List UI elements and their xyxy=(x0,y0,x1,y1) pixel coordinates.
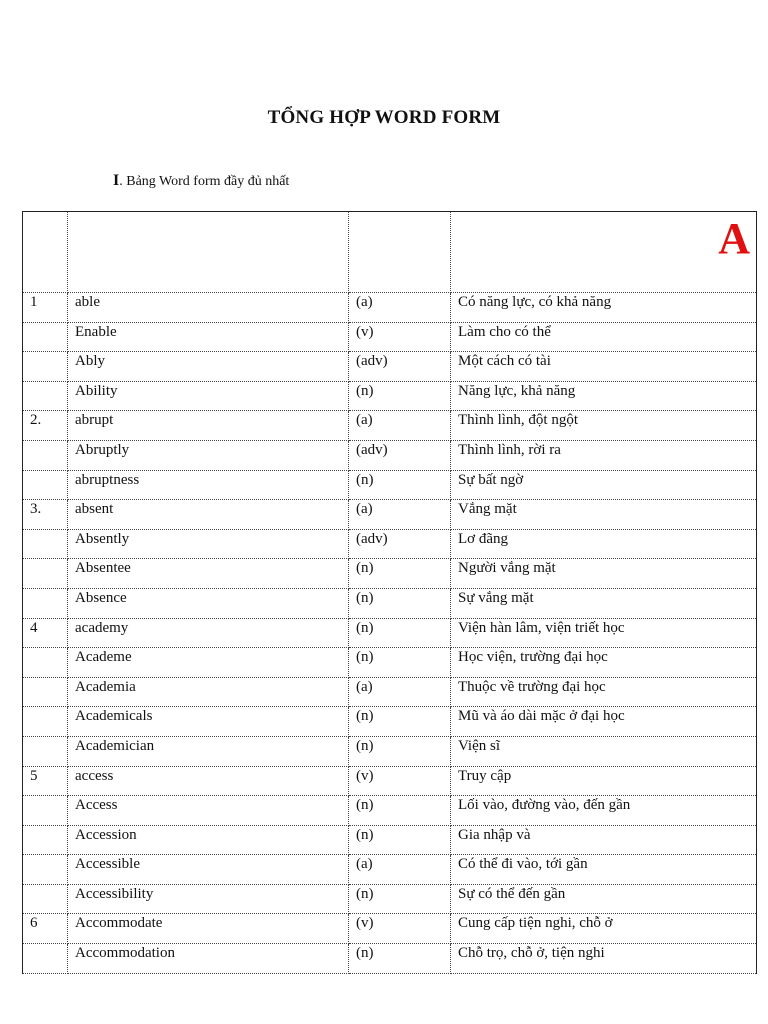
table-row xyxy=(23,559,757,589)
cell-word: Access xyxy=(68,796,349,826)
cell-number: 4 xyxy=(23,618,68,648)
cell-number xyxy=(23,322,68,352)
cell-meaning: Viện sĩ xyxy=(451,736,757,766)
letter-mark: A xyxy=(718,214,750,263)
table-row xyxy=(23,411,757,441)
cell-word: Ability xyxy=(68,381,349,411)
table-row xyxy=(23,707,757,737)
cell-word: Abruptly xyxy=(68,440,349,470)
cell-number xyxy=(23,825,68,855)
cell-meaning: Viện hàn lâm, viện triết học xyxy=(451,618,757,648)
header-cell-no xyxy=(23,212,68,293)
cell-number xyxy=(23,470,68,500)
header-cell-word xyxy=(68,212,349,293)
cell-part-of-speech: (n) xyxy=(349,884,451,914)
cell-number xyxy=(23,352,68,382)
cell-number: 5 xyxy=(23,766,68,796)
table-row xyxy=(23,855,757,885)
cell-meaning: Lơ đãng xyxy=(451,529,757,559)
cell-meaning: Người vắng mặt xyxy=(451,559,757,589)
cell-word: Accessible xyxy=(68,855,349,885)
cell-word: Absentee xyxy=(68,559,349,589)
cell-word: Ably xyxy=(68,352,349,382)
cell-part-of-speech: (n) xyxy=(349,944,451,974)
cell-part-of-speech: (adv) xyxy=(349,529,451,559)
table-row xyxy=(23,381,757,411)
cell-word: Accession xyxy=(68,825,349,855)
table-row xyxy=(23,293,757,323)
cell-meaning: Có thể đi vào, tới gần xyxy=(451,855,757,885)
cell-number xyxy=(23,440,68,470)
cell-word: absent xyxy=(68,500,349,530)
cell-part-of-speech: (n) xyxy=(349,648,451,678)
cell-meaning: Sự có thể đến gần xyxy=(451,884,757,914)
header-cell-pos xyxy=(349,212,451,293)
cell-part-of-speech: (a) xyxy=(349,411,451,441)
cell-number: 6 xyxy=(23,914,68,944)
cell-number xyxy=(23,884,68,914)
cell-meaning: Chỗ trọ, chỗ ở, tiện nghi xyxy=(451,944,757,974)
cell-word: Accommodation xyxy=(68,944,349,974)
cell-number xyxy=(23,944,68,974)
cell-meaning: Mũ và áo dài mặc ở đại học xyxy=(451,707,757,737)
table-row xyxy=(23,914,757,944)
table-row xyxy=(23,884,757,914)
cell-word: Academicals xyxy=(68,707,349,737)
cell-part-of-speech: (a) xyxy=(349,677,451,707)
cell-part-of-speech: (n) xyxy=(349,618,451,648)
cell-meaning: Thình lình, đột ngột xyxy=(451,411,757,441)
table-row xyxy=(23,736,757,766)
cell-part-of-speech: (a) xyxy=(349,855,451,885)
cell-word: Absently xyxy=(68,529,349,559)
cell-part-of-speech: (n) xyxy=(349,796,451,826)
cell-meaning: Sự bất ngờ xyxy=(451,470,757,500)
cell-part-of-speech: (adv) xyxy=(349,440,451,470)
word-form-table xyxy=(22,211,757,974)
cell-meaning: Vắng mặt xyxy=(451,500,757,530)
cell-part-of-speech: (n) xyxy=(349,470,451,500)
cell-part-of-speech: (n) xyxy=(349,707,451,737)
table-row xyxy=(23,440,757,470)
table-row xyxy=(23,825,757,855)
cell-number xyxy=(23,529,68,559)
cell-word: able xyxy=(68,293,349,323)
cell-part-of-speech: (v) xyxy=(349,322,451,352)
table-row xyxy=(23,766,757,796)
cell-word: access xyxy=(68,766,349,796)
cell-meaning: Làm cho có thể xyxy=(451,322,757,352)
table-row xyxy=(23,352,757,382)
cell-word: Enable xyxy=(68,322,349,352)
cell-part-of-speech: (adv) xyxy=(349,352,451,382)
cell-meaning: Lối vào, đường vào, đến gần xyxy=(451,796,757,826)
cell-number: 3. xyxy=(23,500,68,530)
table-row xyxy=(23,677,757,707)
cell-word: Academe xyxy=(68,648,349,678)
table-row xyxy=(23,322,757,352)
section-text: . Bảng Word form đầy đủ nhất xyxy=(119,174,290,189)
table-row xyxy=(23,470,757,500)
cell-word: academy xyxy=(68,618,349,648)
cell-meaning: Có năng lực, có khả năng xyxy=(451,293,757,323)
cell-number xyxy=(23,855,68,885)
cell-number xyxy=(23,381,68,411)
cell-meaning: Sự vắng mặt xyxy=(451,588,757,618)
cell-meaning: Năng lực, khả năng xyxy=(451,381,757,411)
table-row xyxy=(23,588,757,618)
cell-word: Absence xyxy=(68,588,349,618)
cell-meaning: Gia nhập và xyxy=(451,825,757,855)
cell-word: Accessibility xyxy=(68,884,349,914)
cell-part-of-speech: (a) xyxy=(349,500,451,530)
cell-number xyxy=(23,796,68,826)
table-row xyxy=(23,529,757,559)
cell-word: Accommodate xyxy=(68,914,349,944)
cell-word: abruptness xyxy=(68,470,349,500)
cell-number xyxy=(23,677,68,707)
cell-word: Academia xyxy=(68,677,349,707)
table-row xyxy=(23,944,757,974)
cell-meaning: Một cách có tài xyxy=(451,352,757,382)
header-cell-meaning xyxy=(451,212,757,293)
table-row xyxy=(23,796,757,826)
cell-number xyxy=(23,588,68,618)
cell-part-of-speech: (v) xyxy=(349,766,451,796)
section-heading xyxy=(113,172,289,190)
cell-number xyxy=(23,559,68,589)
cell-meaning: Truy cập xyxy=(451,766,757,796)
cell-number: 1 xyxy=(23,293,68,323)
cell-part-of-speech: (n) xyxy=(349,559,451,589)
cell-word: Academician xyxy=(68,736,349,766)
cell-number xyxy=(23,648,68,678)
cell-part-of-speech: (n) xyxy=(349,588,451,618)
table-row xyxy=(23,500,757,530)
cell-meaning: Thình lình, rời ra xyxy=(451,440,757,470)
table-row xyxy=(23,648,757,678)
table-header-row xyxy=(23,212,757,293)
cell-part-of-speech: (n) xyxy=(349,381,451,411)
cell-number xyxy=(23,736,68,766)
cell-meaning: Thuộc về trường đại học xyxy=(451,677,757,707)
cell-part-of-speech: (a) xyxy=(349,293,451,323)
cell-part-of-speech: (n) xyxy=(349,825,451,855)
cell-meaning: Học viện, trường đại học xyxy=(451,648,757,678)
section-number: I xyxy=(113,172,120,189)
cell-part-of-speech: (v) xyxy=(349,914,451,944)
page-title: TỔNG HỢP WORD FORM xyxy=(267,107,501,128)
cell-number: 2. xyxy=(23,411,68,441)
cell-word: abrupt xyxy=(68,411,349,441)
cell-number xyxy=(23,707,68,737)
cell-meaning: Cung cấp tiện nghi, chỗ ở xyxy=(451,914,757,944)
table-row xyxy=(23,618,757,648)
cell-part-of-speech: (n) xyxy=(349,736,451,766)
